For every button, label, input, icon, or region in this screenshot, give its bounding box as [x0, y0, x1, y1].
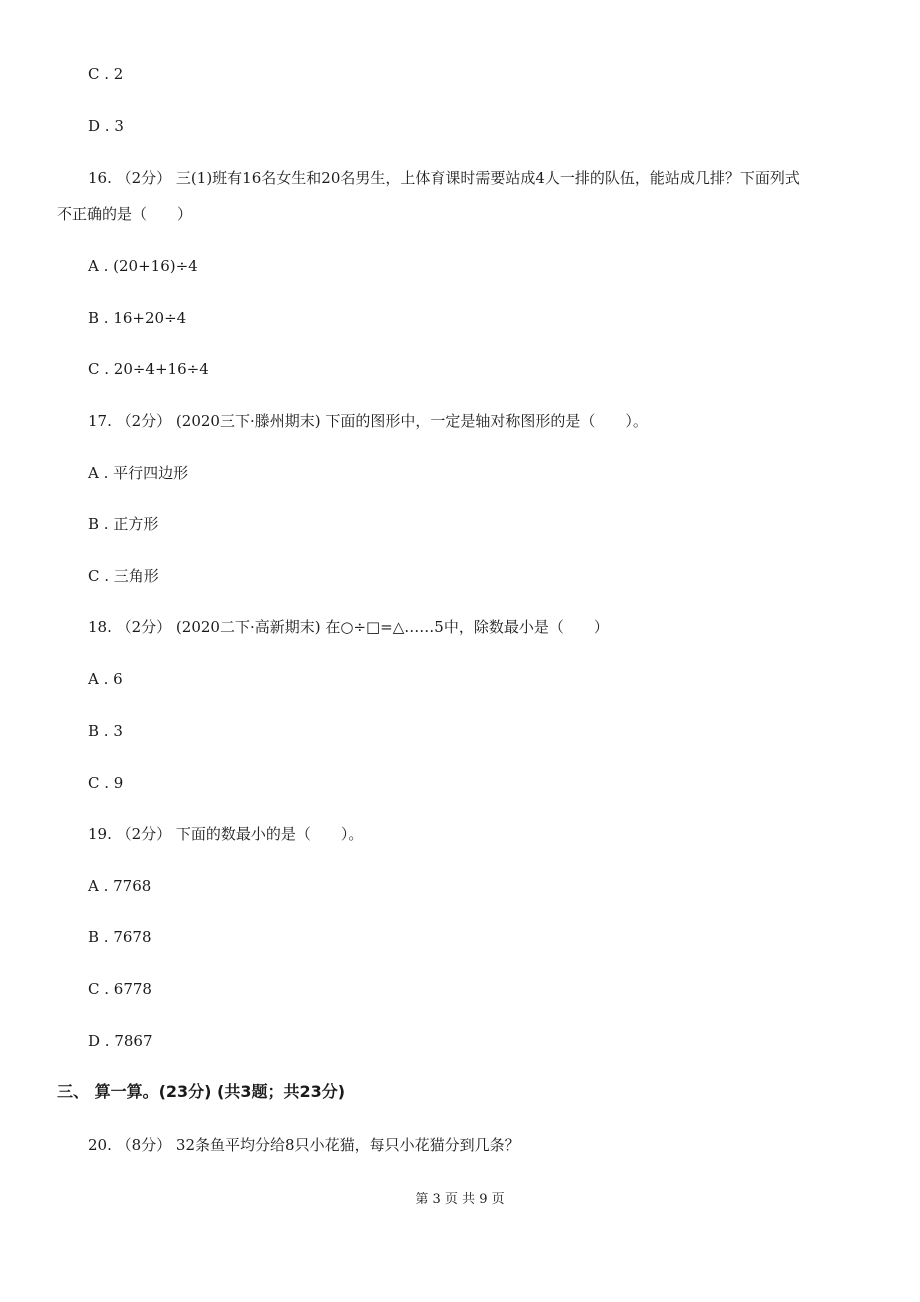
q18-option-c: C . 9	[88, 774, 124, 792]
q19-option-c: C . 6778	[88, 980, 152, 998]
section-heading-3: 三、 算一算。(23分) (共3题；共23分)	[57, 1082, 346, 1101]
q16-stem-line2: 不正确的是（ ）	[57, 205, 193, 223]
q17-option-a: A . 平行四边形	[88, 464, 189, 482]
q20-stem: 20. （8分） 32条鱼平均分给8只小花猫，每只小花猫分到几条？	[88, 1136, 520, 1154]
q16-stem-line1: 16. （2分） 三(1)班有16名女生和20名男生，上体育课时需要站成4人一排的队伍，能站成几排？下面列式	[88, 169, 800, 187]
q16-option-b: B . 16+20÷4	[88, 309, 187, 327]
q17-stem: 17. （2分） (2020三下·滕州期末) 下面的图形中，一定是轴对称图形的是（ ）。	[88, 412, 648, 430]
q19-option-b: B . 7678	[88, 928, 152, 946]
q18-option-a: A . 6	[88, 670, 123, 688]
q19-option-a: A . 7768	[88, 877, 152, 895]
q18-option-b: B . 3	[88, 722, 123, 740]
q16-option-a: A . (20+16)÷4	[88, 257, 198, 275]
q18-stem: 18. （2分） (2020二下·高新期末) 在○÷□=△……5中，除数最小是（ ）	[88, 618, 609, 636]
q15-option-d: D . 3	[88, 117, 124, 135]
q17-option-c: C . 三角形	[88, 567, 159, 585]
q19-stem: 19. （2分） 下面的数最小的是（ ）。	[88, 825, 364, 843]
q15-option-c: C . 2	[88, 65, 124, 83]
q16-option-c: C . 20÷4+16÷4	[88, 360, 209, 378]
q17-option-b: B . 正方形	[88, 515, 159, 533]
q19-option-d: D . 7867	[88, 1032, 153, 1050]
page-footer: 第 3 页 共 9 页	[415, 1192, 505, 1207]
